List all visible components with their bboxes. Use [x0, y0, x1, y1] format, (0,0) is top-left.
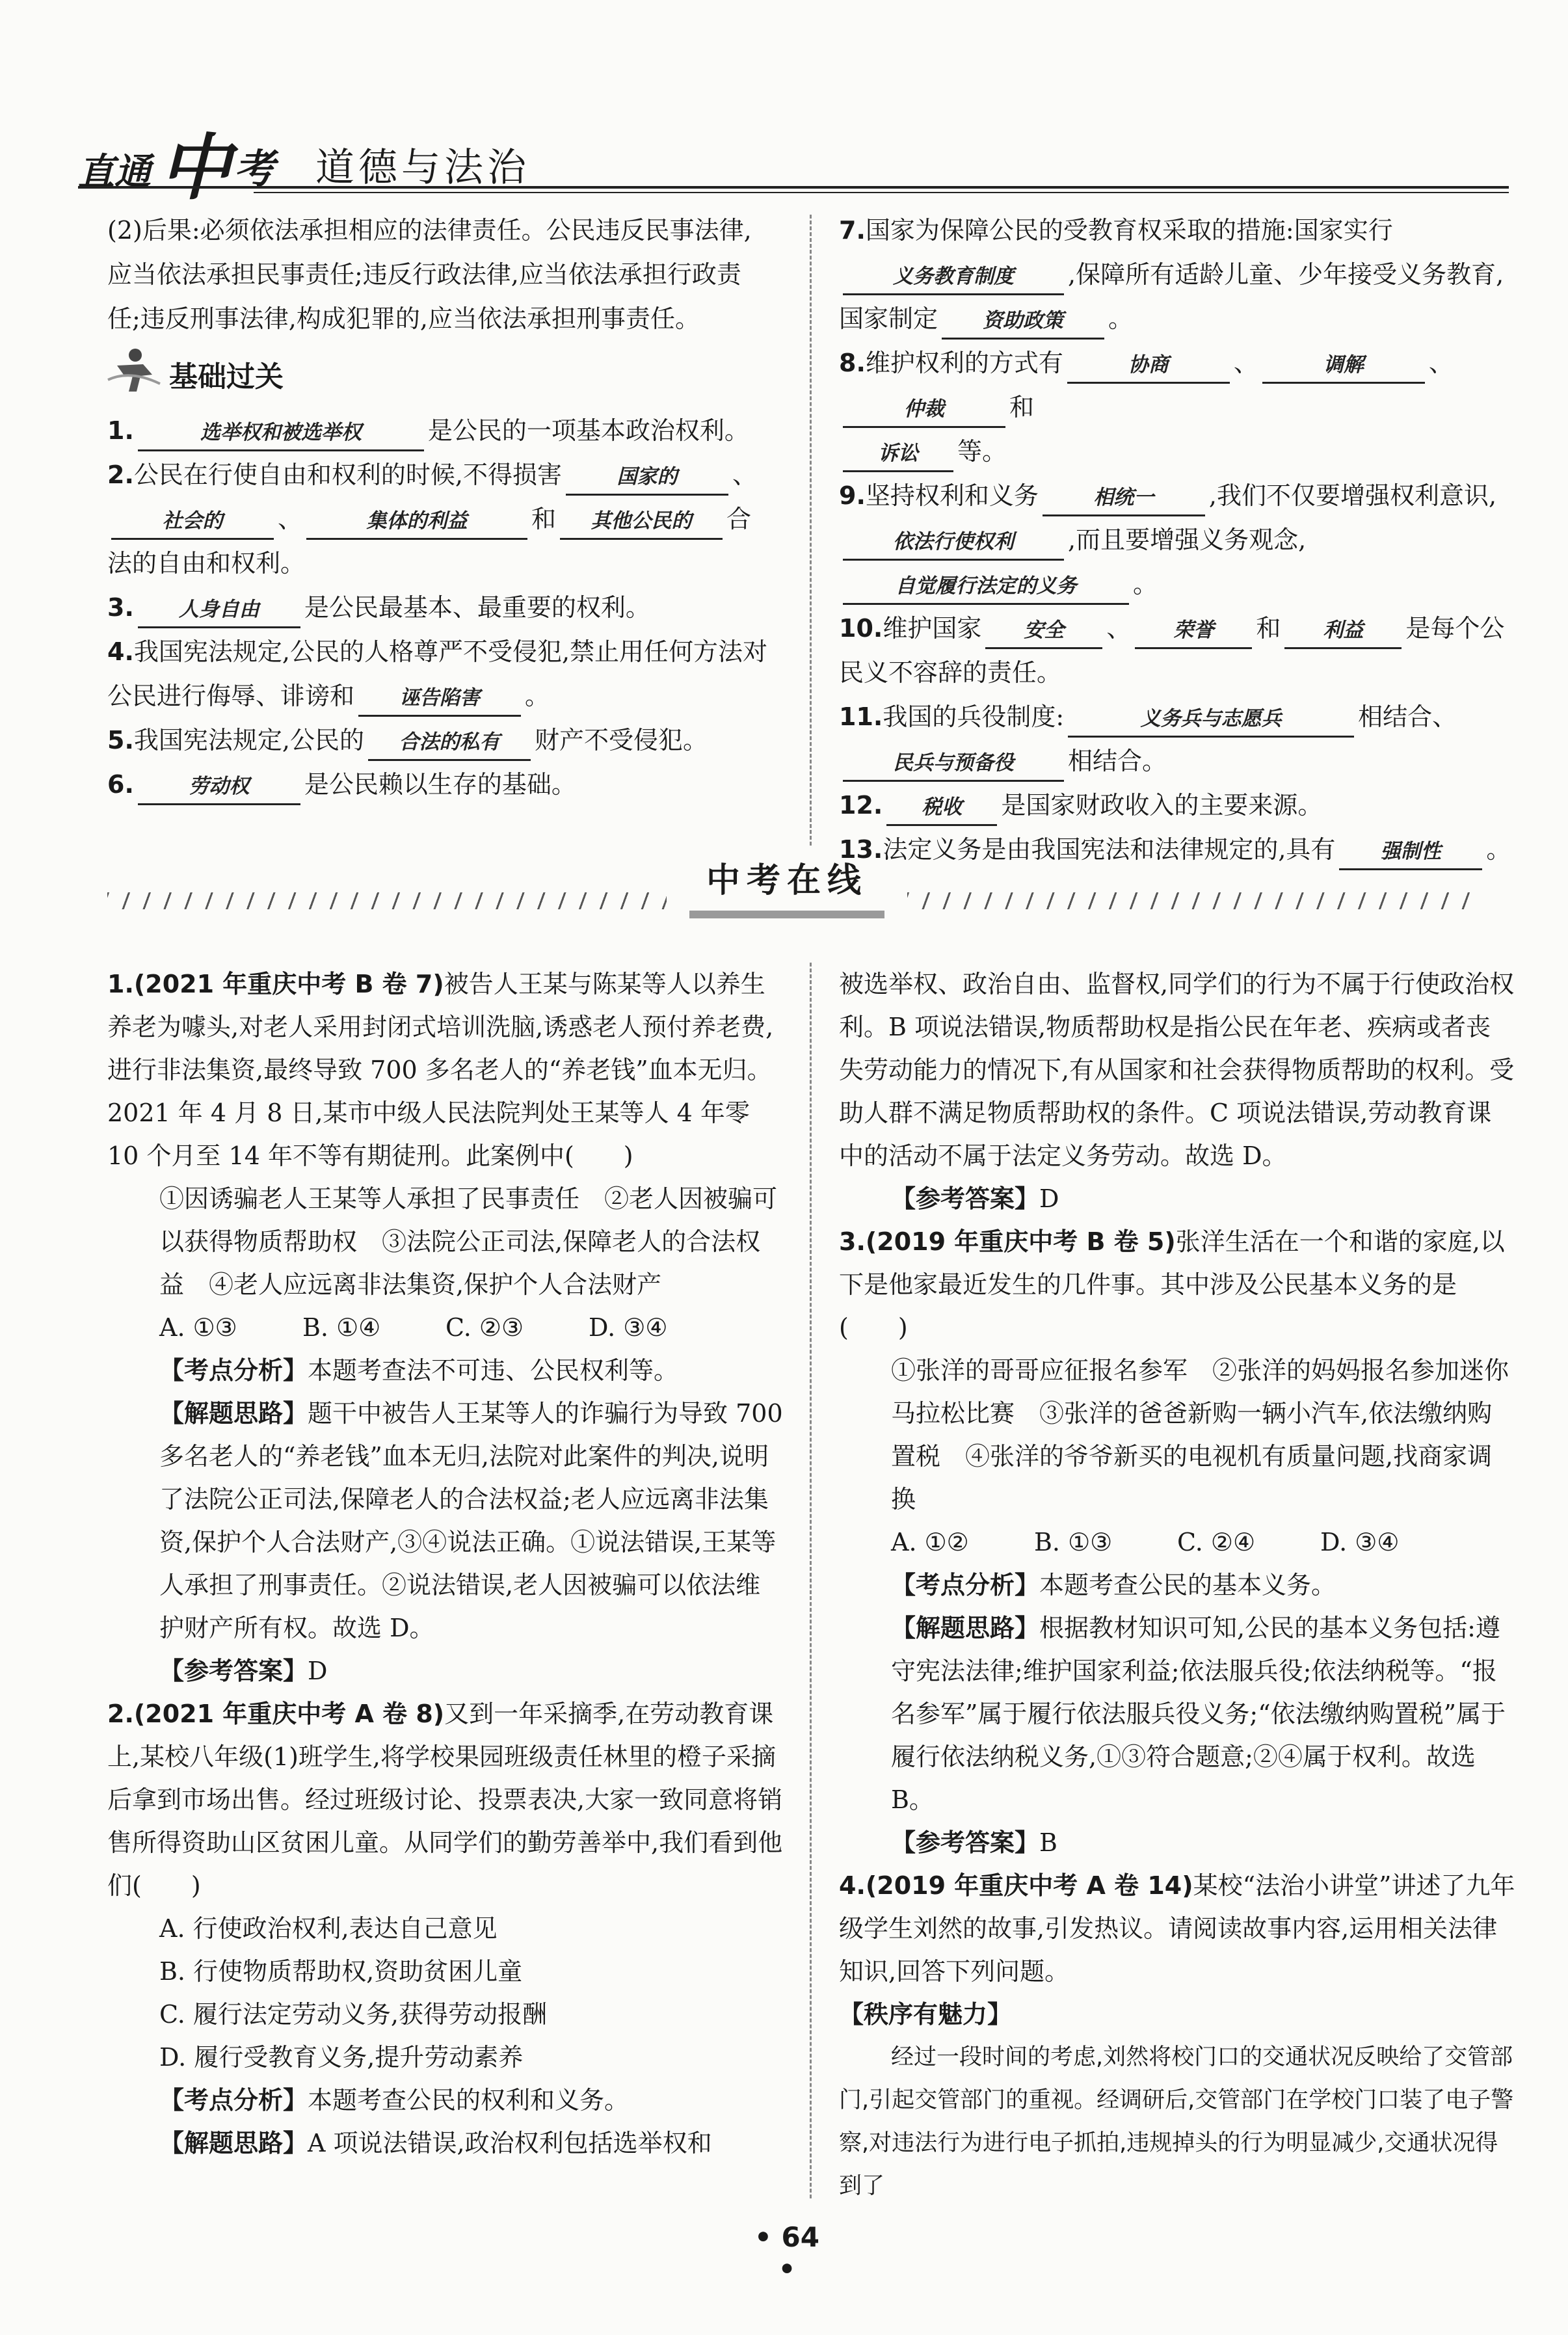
problem-2-option-a: A. 行使政治权利,表达自己意见 — [159, 1914, 498, 1943]
column-divider-bottom — [810, 963, 812, 2198]
section-hatch-left — [107, 892, 667, 909]
answer-blank: 仲裁 — [843, 392, 1005, 428]
q2: 2.公民在行使自由和权利的时候,不得损害 国家的 、 社会的 、 集体的利益 和 其他公民的 合法的自由和权利。 — [107, 460, 757, 578]
section-label-row — [107, 346, 771, 403]
problem-2-solution: 【解题思路】A 项说法错误,政治权利包括选举权和 — [159, 2129, 712, 2157]
q12: 12. 税收 是国家财政收入的主要来源。 — [839, 783, 1515, 827]
page-number: • 64 • — [754, 2221, 819, 2285]
column-divider-top — [810, 215, 812, 846]
answer-blank: 合法的私有 — [368, 725, 531, 761]
q7: 7.国家为保障公民的受教育权采取的措施:国家实行义务教育制度 ,保障所有适龄儿童、少年接受义务教育,国家制定 资助政策 。 — [839, 208, 1515, 341]
runner-icon — [104, 346, 163, 414]
header — [78, 117, 1509, 209]
problem-2: 2.(2021 年重庆中考 A 卷 8)又到一年采摘季,在劳动教育课上,某校八年级(1)班学生,将学校果园班级责任林里的橙子采摘后拿到市场出售。经过班级讨论、投票表决,大家一致同意将销售所得资助山区贫困儿童。从同学们的勤劳善举中,我们看到他们( ) — [107, 1700, 783, 1900]
header-rule — [78, 186, 1509, 189]
brand-left: 直通 — [78, 151, 151, 193]
answer-blank: 诉讼 — [843, 436, 953, 472]
problem-1-solution: 【解题思路】题干中被告人王某等人的诈骗行为导致 700 多名老人的“养老钱”血本无归,法院对此案件的判决,说明了法院公正司法,保障老人的合法权益;老人应远离非法集资,保护个人合法财产,③④说法正确。①说法错误,王某等人承担了刑事责任。②说法错误,老人因被骗可以依法维护财产所有权。故选 D。 — [159, 1399, 783, 1642]
section-title: 中考在线 — [689, 857, 884, 918]
answer-blank: 社会的 — [111, 504, 274, 540]
q9: 9.坚持权利和义务 相统一 ,我们不仅要增强权利意识,依法行使权利 ,而且要增强义务观念,自觉履行法定的义务 。 — [839, 474, 1515, 606]
answer-blank: 诬告陷害 — [358, 681, 521, 717]
problem-3-solution: 【解题思路】根据教材知识可知,公民的基本义务包括:遵守宪法法律;维护国家利益;依法服兵役;依法纳税等。“报名参军”属于履行依法服兵役义务;“依法缴纳购置税”属于履行依法纳税义务,①③符合题意;②④属于权利。故选 B。 — [891, 1614, 1506, 1814]
answer-blank: 义务教育制度 — [843, 260, 1064, 295]
problem-1-options: A. ①③ B. ①④ C. ②③ D. ③④ — [159, 1313, 668, 1342]
problem-1: 1.(2021 年重庆中考 B 卷 7)被告人王某与陈某等人以养生养老为噱头,对老人采用封闭式培训洗脑,诱惑老人预付养老费,进行非法集资,最终导致 700 多名老人的“养老钱”血本无归。2021 年 4 月 8 日,某市中级人民法院判处王某等人 4 年零 10 个月至 14 年不等有期徒刑。此案例中( ) — [107, 970, 774, 1170]
left-bottom-column — [107, 963, 784, 2165]
problem-2-continued: 被选举权、政治自由、监督权,同学们的行为不属于行使政治权利。B 项说法错误,物质帮助权是指公民在年老、疾病或者丧失劳动能力的情况下,有从国家和社会获得物质帮助的权利。受助人群不满足物质帮助权的条件。C 项说法错误,劳动教育课中的活动不属于法定义务劳动。故选 D。 — [839, 970, 1515, 1170]
left-top-column — [107, 208, 771, 807]
answer-blank: 劳动权 — [138, 769, 300, 805]
problem-4: 4.(2019 年重庆中考 A 卷 14)某校“法治小讲堂”讲述了九年级学生刘然的故事,引发热议。请阅读故事内容,运用相关法律知识,回答下列问题。 — [839, 1871, 1515, 1986]
answer-blank: 国家的 — [566, 460, 728, 496]
answer-blank: 选举权和被选举权 — [138, 416, 424, 451]
answer-blank: 义务兵与志愿兵 — [1068, 702, 1354, 738]
answer-blank: 利益 — [1284, 613, 1402, 649]
problem-2-answer: 【参考答案】D — [891, 1184, 1059, 1213]
answer-blank: 自觉履行法定的义务 — [843, 569, 1129, 605]
answer-blank: 其他公民的 — [560, 504, 723, 540]
header-rule-thin — [254, 192, 1509, 193]
q13: 13.法定义务是由我国宪法和法律规定的,具有 强制性 。 — [839, 827, 1515, 872]
problem-3-answer: 【参考答案】B — [891, 1828, 1057, 1857]
problem-2-option-d: D. 履行受教育义务,提升劳动素养 — [159, 2043, 524, 2072]
intro-paragraph: (2)后果:必须依法承担相应的法律责任。公民违反民事法律,应当依法承担民事责任;违反行政法律,应当依法承担行政责任;违反刑事法律,构成犯罪的,应当依法承担刑事责任。 — [107, 216, 752, 333]
q5: 5.我国宪法规定,公民的 合法的私有 财产不受侵犯。 — [107, 718, 771, 762]
answer-blank: 集体的利益 — [306, 504, 527, 540]
brand-big: 中 — [159, 126, 231, 209]
section-label: 基础过关 — [169, 360, 284, 394]
q11: 11.我国的兵役制度: 义务兵与志愿兵 相结合、 民兵与预备役 相结合。 — [839, 695, 1515, 783]
problem-1-items: ①因诱骗老人王某等人承担了民事责任 ②老人因被骗可以获得物质帮助权 ③法院公正司法,保障老人的合法权益 ④老人应远离非法集资,保护个人合法财产 — [159, 1184, 778, 1299]
q8: 8.维护权利的方式有 协商 、 调解 、仲裁 和 诉讼 等。 — [839, 341, 1515, 474]
answer-blank: 资助政策 — [942, 304, 1104, 340]
problem-4-story: 经过一段时间的考虑,刘然将校门口的交通状况反映给了交管部门,引起交管部门的重视。经调研后,交管部门在学校门口装了电子警察,对违法行为进行电子抓拍,违规掉头的行为明显减少,交通状况得到了 — [839, 2044, 1514, 2199]
answer-blank: 荣誉 — [1135, 613, 1252, 649]
problem-3-options: A. ①② B. ①③ C. ②④ D. ③④ — [891, 1528, 1400, 1556]
answer-blank: 调解 — [1262, 348, 1425, 384]
answer-blank: 依法行使权利 — [843, 525, 1064, 561]
q3: 3. 人身自由 是公民最基本、最重要的权利。 — [107, 585, 771, 630]
subject-title: 道德与法治 — [315, 145, 530, 191]
q10: 10.维护国家 安全 、 荣誉 和 利益 是每个公民义不容辞的责任。 — [839, 614, 1505, 687]
problem-4-subtitle: 【秩序有魅力】 — [839, 2000, 1013, 2029]
problem-3-items: ①张洋的哥哥应征报名参军 ②张洋的妈妈报名参加迷你马拉松比赛 ③张洋的爸爸新购一辆小汽车,依法缴纳购置税 ④张洋的爷爷新买的电视机有质量问题,找商家调换 — [891, 1356, 1509, 1514]
answer-blank: 民兵与预备役 — [843, 746, 1064, 782]
brand-right: 考 — [234, 145, 275, 193]
answer-blank: 税收 — [886, 790, 997, 826]
problem-1-answer: 【参考答案】D — [159, 1657, 328, 1685]
answer-blank: 相统一 — [1043, 481, 1205, 516]
problem-2-option-b: B. 行使物质帮助权,资助贫困儿童 — [159, 1957, 523, 1986]
problem-3-analysis: 【考点分析】本题考查公民的基本义务。 — [891, 1571, 1336, 1599]
problem-2-analysis: 【考点分析】本题考查公民的权利和义务。 — [159, 2086, 630, 2115]
q1: 1. 选举权和被选举权 是公民的一项基本政治权利。 — [107, 408, 771, 453]
right-bottom-column — [839, 963, 1515, 2208]
answer-blank: 人身自由 — [138, 593, 300, 628]
answer-blank: 安全 — [985, 613, 1102, 649]
right-top-column — [839, 208, 1515, 872]
problem-3: 3.(2019 年重庆中考 B 卷 5)张洋生活在一个和谐的家庭,以下是他家最近发生的几件事。其中涉及公民基本义务的是( ) — [839, 1227, 1505, 1342]
problem-1-analysis: 【考点分析】本题考查法不可违、公民权利等。 — [159, 1356, 679, 1385]
problem-2-option-c: C. 履行法定劳动义务,获得劳动报酬 — [159, 2000, 547, 2029]
answer-blank: 协商 — [1067, 348, 1230, 384]
answer-blank: 强制性 — [1339, 834, 1482, 870]
section-hatch-right — [907, 892, 1473, 909]
q4: 4.我国宪法规定,公民的人格尊严不受侵犯,禁止用任何方法对公民进行侮辱、诽谤和 诬告陷害 。 — [107, 630, 771, 718]
q6: 6. 劳动权 是公民赖以生存的基础。 — [107, 762, 771, 807]
